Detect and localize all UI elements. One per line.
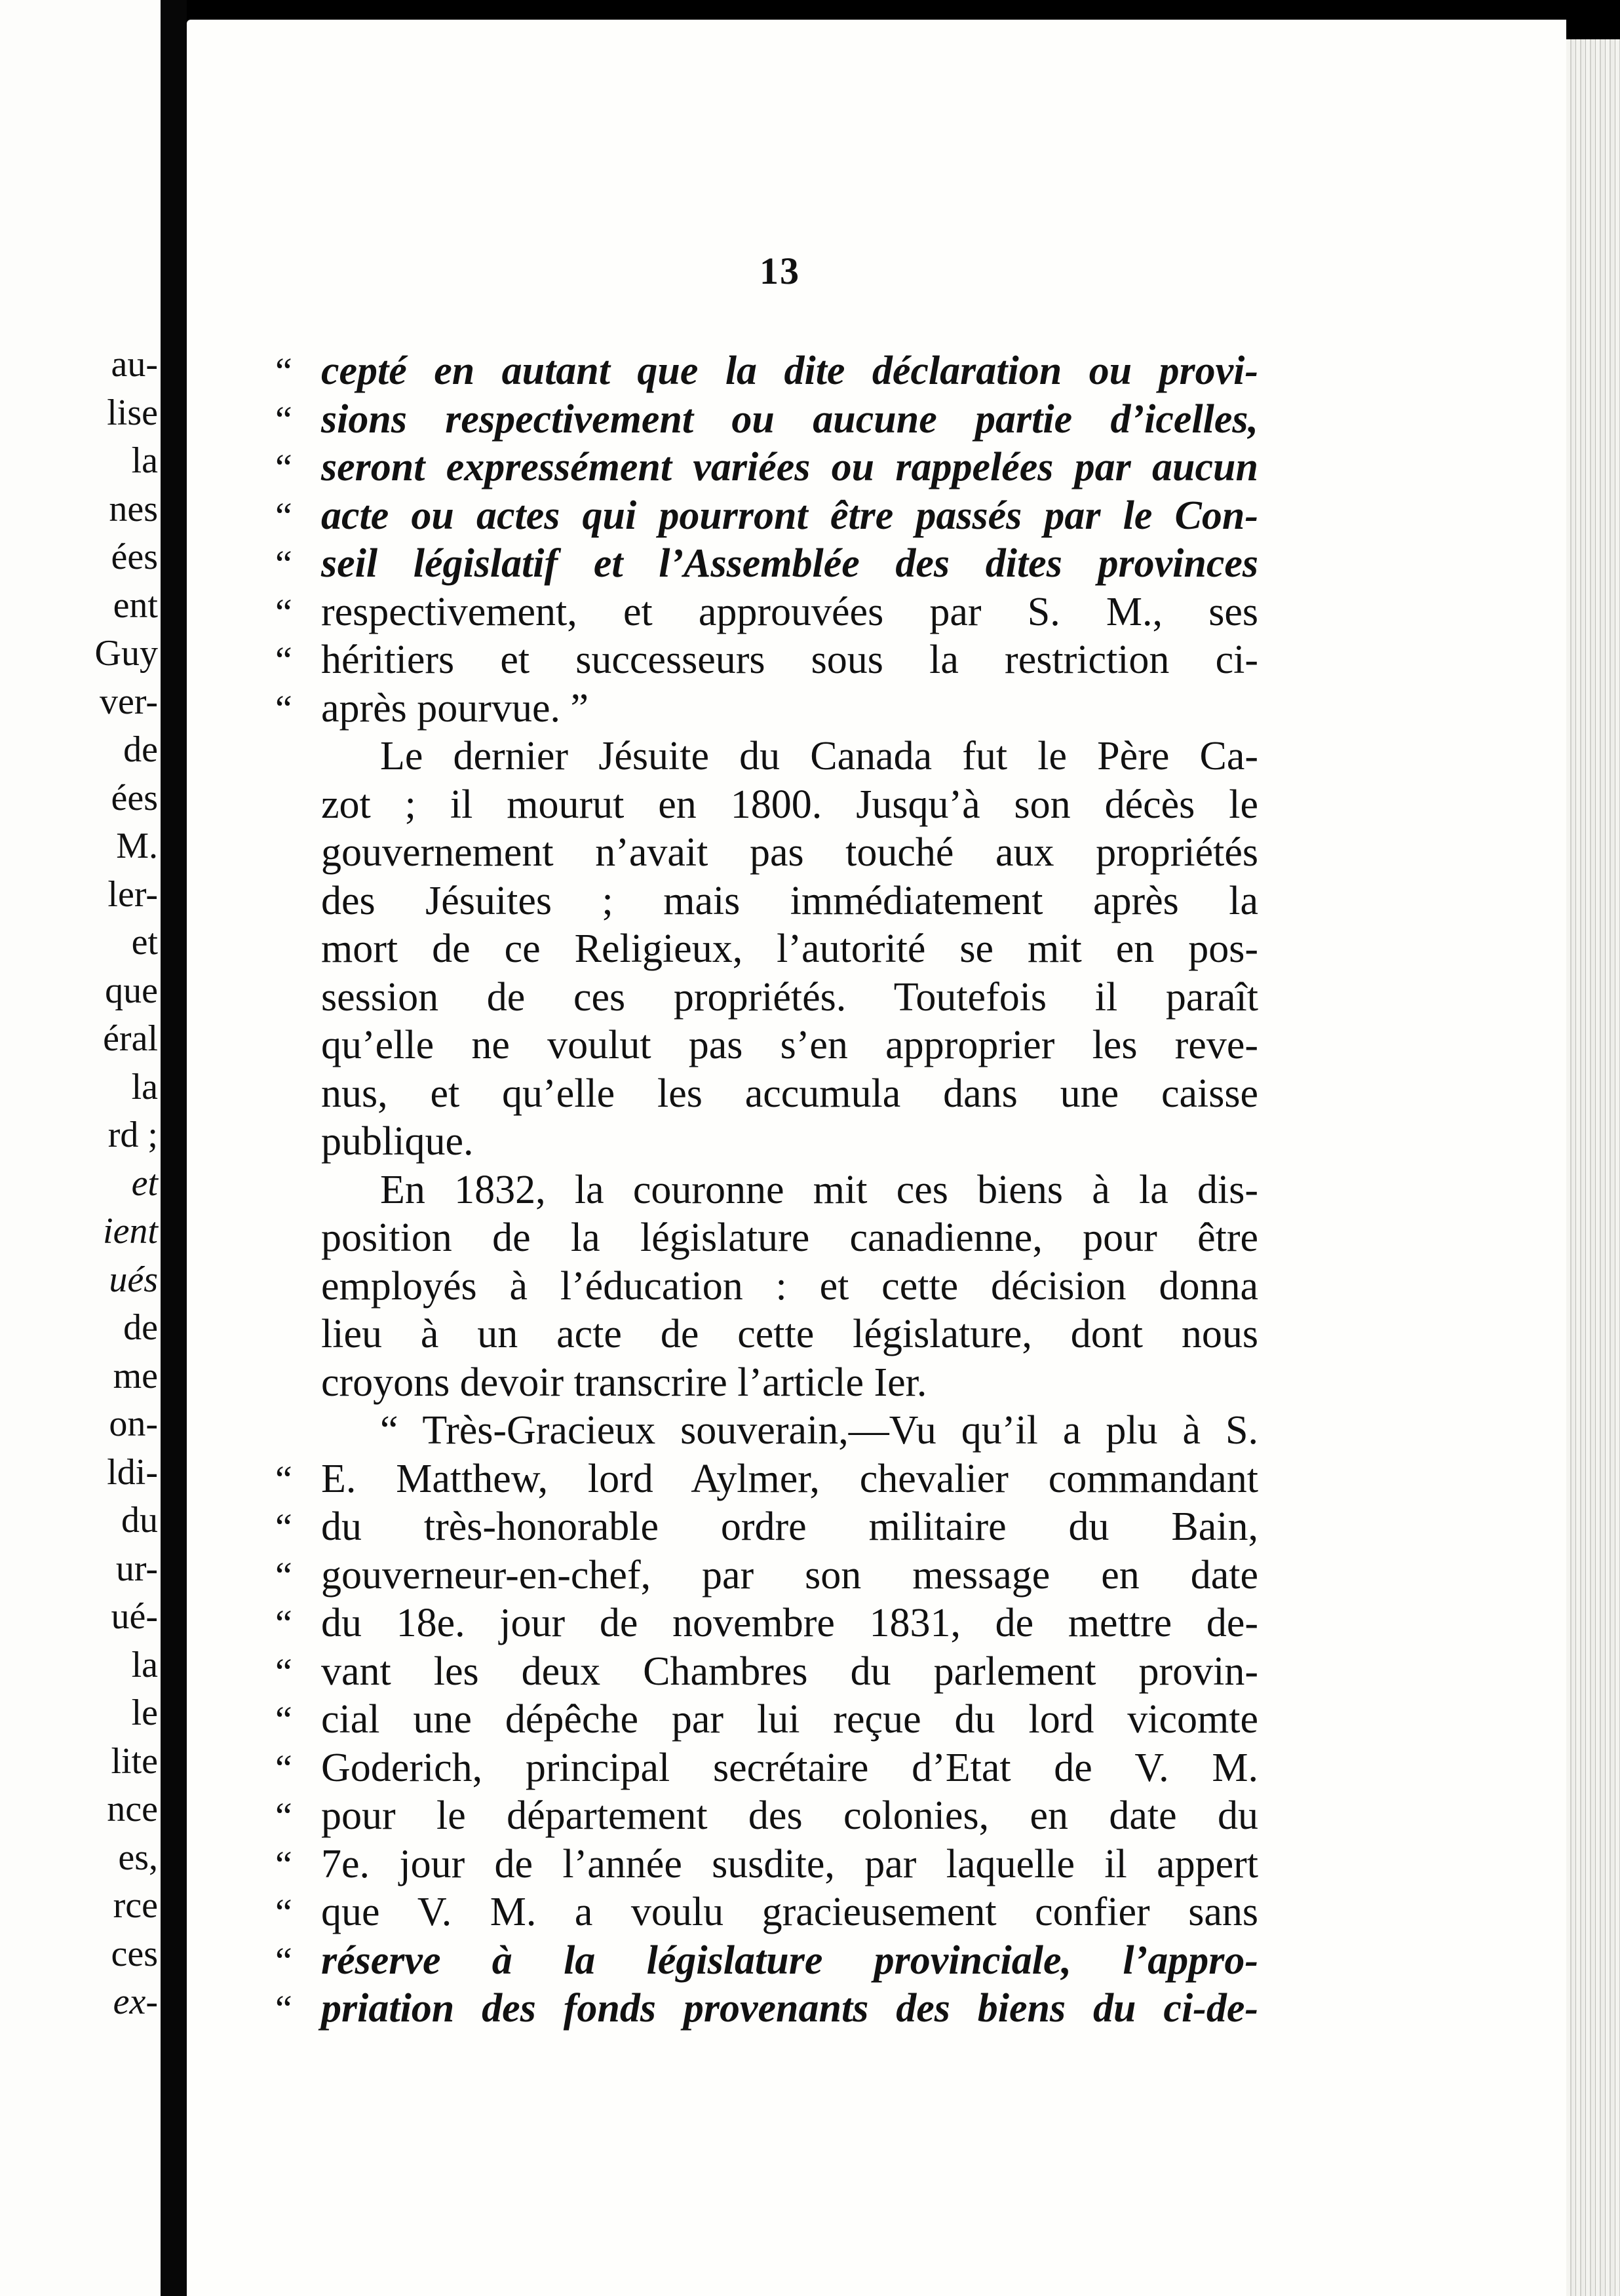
text-line [275,685,1258,733]
facing-page-line-fragment: au- [111,344,158,385]
text-line [275,1022,1258,1070]
line-text: seront expressément variées ou rappelées par aucun [321,445,1258,489]
text-line [275,1599,1258,1648]
line-text: publique. [321,1119,474,1164]
line-text: session de ces propriétés. Toutefois il paraît [321,974,1258,1020]
quote-mark: “ [275,590,292,634]
facing-page-line-fragment: es, [118,1837,158,1878]
text-line [275,1070,1258,1119]
text-line [275,1503,1258,1552]
facing-page-line-fragment: ler- [107,873,158,915]
line-text: du 18e. jour de novembre 1831, de mettre de- [321,1601,1258,1645]
line-text: En 1832, la couronne mit ces biens à la dis- [380,1167,1258,1212]
facing-page-line-fragment: la [131,1644,158,1685]
facing-page-line-fragment: ées [111,537,158,577]
text-line [275,1263,1258,1311]
facing-page-line-fragment: me [113,1355,158,1396]
text-line [275,1118,1258,1166]
text-line [275,1214,1258,1263]
quote-mark: “ [275,1795,292,1837]
quote-mark: “ [275,494,292,537]
facing-page-line-fragment: que [105,970,158,1011]
text-line [275,781,1258,830]
text-line [275,492,1258,541]
text-line [275,1552,1258,1600]
text-line [275,540,1258,588]
line-text: gouvernement n’avait pas touché aux propriétés [321,830,1258,875]
page-body-text [275,347,1258,2033]
line-text: Goderich, principal secrétaire d’Etat de V. M. [321,1745,1258,1790]
facing-page-fragment [0,0,161,2296]
facing-page-line-fragment: lite [111,1740,158,1782]
line-text: cial une dépêche par lui reçue du lord vicomte [321,1697,1258,1742]
line-text: cepté en autant que la dite déclaration ou provi- [321,349,1258,393]
text-line [275,829,1258,877]
quote-mark: “ [275,1457,292,1501]
line-text: pour le département des colonies, en date du [321,1793,1258,1838]
line-text: “ Très-Gracieux souverain,—Vu qu’il a plu à S. [380,1408,1258,1453]
facing-page-line-fragment: et [131,1162,158,1204]
facing-page-line-fragment: ent [113,584,158,626]
facing-page-line-fragment: la [131,1066,158,1107]
facing-page-line-fragment: ces [111,1933,158,1974]
quote-mark: “ [275,687,292,730]
book-gutter [161,0,187,2296]
line-text: nus, et qu’elle les accumula dans une caisse [321,1071,1258,1116]
text-line [275,588,1258,637]
line-text: lieu à un acte de cette législature, dont nous [321,1312,1258,1356]
facing-page-line-fragment: ué- [111,1596,158,1637]
facing-page-line-fragment: rce [113,1885,158,1926]
facing-page-line-fragment: ur- [115,1548,158,1589]
line-text: sions respectivement ou aucune partie d’icelles, [321,396,1258,442]
facing-page-line-fragment: et [131,922,158,963]
line-text: priation des fonds provenants des biens du ci-de- [321,1986,1258,2031]
line-text: vant les deux Chambres du parlement provin- [321,1649,1258,1694]
text-line [275,444,1258,492]
quote-mark: “ [275,1698,292,1741]
text-line [275,925,1258,974]
text-line [275,1888,1258,1937]
facing-page-line-fragment: lise [107,392,158,433]
quote-mark: “ [275,446,292,489]
quote-mark: “ [275,543,292,585]
facing-page-line-fragment: du [121,1500,158,1540]
line-text: acte ou actes qui pourront être passés par le Con- [321,493,1258,538]
line-text: que V. M. a voulu gracieusement confier sans [321,1890,1258,1934]
text-line [275,1937,1258,1985]
facing-page-line-fragment: la [131,440,158,481]
text-line [275,1455,1258,1504]
facing-page-line-fragment: de [123,729,158,770]
quote-mark: “ [275,398,292,441]
line-text: E. Matthew, lord Aylmer, chevalier commandant [321,1456,1258,1501]
facing-page-line-fragment: Guy [94,633,158,674]
line-text: qu’elle ne voulut pas s’en approprier les reve- [321,1023,1258,1067]
quote-mark: “ [275,1506,292,1548]
line-text: réserve à la législature provinciale, l’appro- [321,1938,1258,1983]
text-line [275,1166,1258,1215]
facing-page-line-fragment: on- [109,1404,158,1444]
facing-page-line-fragment: ués [109,1259,158,1300]
facing-page-line-fragment: ldi- [107,1451,158,1493]
line-text: héritiers et successeurs sous la restriction ci- [321,638,1258,682]
line-text: du très-honorable ordre militaire du Bain, [321,1504,1258,1549]
facing-page-line-fragment: M. [116,826,158,866]
line-text: position de la législature canadienne, pour être [321,1215,1258,1260]
line-text: employés à l’éducation : et cette décision donna [321,1263,1258,1309]
quote-mark: “ [275,639,292,681]
facing-page-line-fragment: de [123,1307,158,1348]
facing-page-line-fragment: le [131,1693,158,1733]
facing-page-line-fragment: éral [103,1018,158,1059]
line-text: Le dernier Jésuite du Canada fut le Père Ca- [380,734,1258,778]
text-line [275,1841,1258,1889]
line-text: zot ; il mourut en 1800. Jusqu’à son décès le [321,782,1258,827]
page-number: 13 [760,250,800,292]
quote-mark: “ [275,1843,292,1886]
text-line [275,1407,1258,1455]
text-line [275,974,1258,1022]
text-line [275,1359,1258,1407]
text-line [275,877,1258,926]
page-edges [1566,39,1620,2296]
text-line [275,733,1258,781]
facing-page-line-fragment: ient [103,1211,158,1252]
line-text: croyons devoir transcrire l’article Ier. [321,1360,927,1405]
line-text: après pourvue. ” [321,685,588,731]
text-line [275,396,1258,444]
quote-mark: “ [275,1746,292,1789]
text-line [275,1985,1258,2033]
text-line [275,1744,1258,1793]
quote-mark: “ [275,1554,292,1597]
text-line [275,347,1258,396]
quote-mark: “ [275,1650,292,1693]
text-line [275,1311,1258,1359]
quote-mark: “ [275,1987,292,2030]
facing-page-line-fragment: ées [111,777,158,818]
text-line [275,636,1258,685]
text-line [275,1648,1258,1696]
line-text: 7e. jour de l’année susdite, par laquelle il appert [321,1841,1258,1886]
quote-mark: “ [275,1939,292,1982]
line-text: mort de ce Religieux, l’autorité se mit en pos- [321,927,1258,971]
facing-page-line-fragment: nce [107,1789,158,1829]
facing-page-line-fragment: ver- [99,681,158,722]
facing-page-line-fragment: nes [109,488,158,529]
quote-mark: “ [275,1891,292,1934]
facing-page-line-fragment: ex- [113,1981,158,2022]
line-text: des Jésuites ; mais immédiatement après la [321,878,1258,923]
text-line [275,1792,1258,1841]
quote-mark: “ [275,350,292,392]
line-text: seil législatif et l’Assemblée des dites provinces [321,541,1258,586]
line-text: gouverneur-en-chef, par son message en date [321,1552,1258,1598]
text-line [275,1696,1258,1744]
quote-mark: “ [275,1602,292,1645]
line-text: respectivement, et approuvées par S. M., ses [321,589,1258,634]
facing-page-line-fragment: rd ; [107,1115,158,1155]
